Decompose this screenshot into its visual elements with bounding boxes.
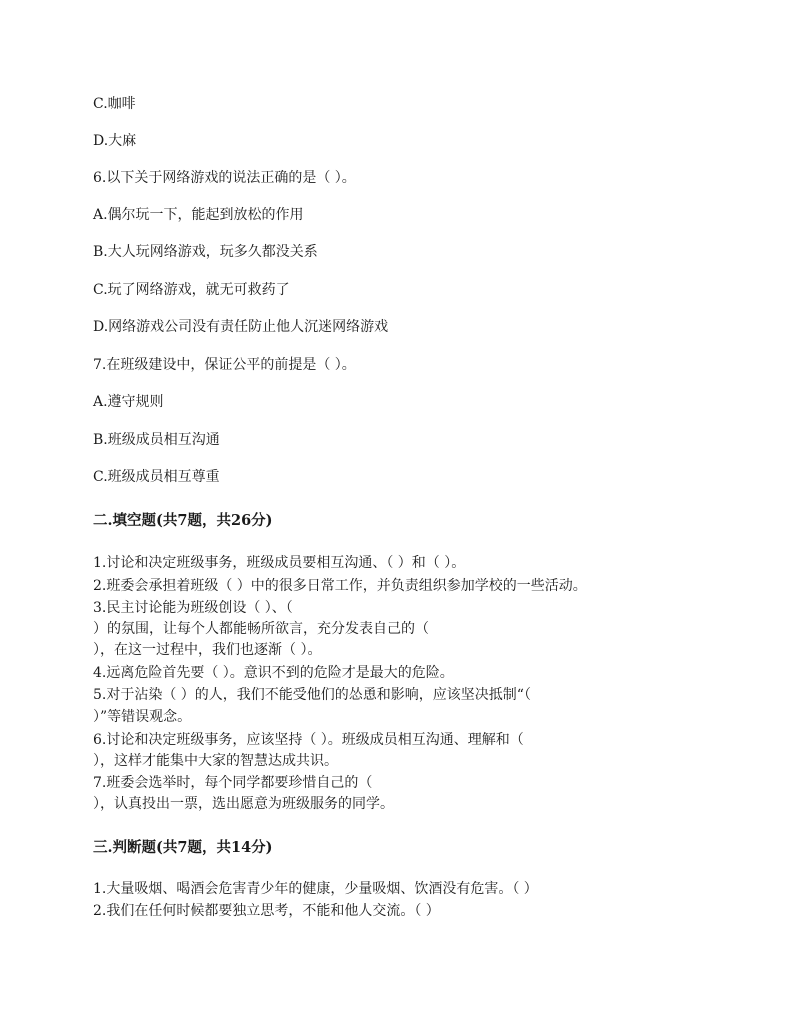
q7-option-c: C.班级成员相互尊重	[93, 469, 220, 485]
q6-option-a: A.偶尔玩一下，能起到放松的作用	[93, 207, 304, 223]
fill-line: 5.对于沾染（ ）的人，我们不能受他们的怂恿和影响，应该坚决抵制“（	[93, 687, 531, 703]
q7-option-b: B.班级成员相互沟通	[93, 432, 220, 448]
q6-stem: 6.以下关于网络游戏的说法正确的是（ ）。	[93, 170, 356, 186]
q6-option-d: D.网络游戏公司没有责任防止他人沉迷网络游戏	[93, 319, 389, 335]
fill-line: ），在这一过程中，我们也逐渐（ ）。	[93, 642, 322, 658]
fill-line: 7.班委会选举时，每个同学都要珍惜自己的（	[93, 775, 373, 791]
fill-line: ）的氛围，让每个人都能畅所欲言，充分发表自己的（	[93, 621, 429, 637]
fill-line: 2.班委会承担着班级（ ）中的很多日常工作，并负责组织参加学校的一些活动。	[93, 578, 587, 594]
section2-heading: 二.填空题(共7题，共26分)	[93, 512, 273, 529]
judge-line: 1.大量吸烟、喝酒会危害青少年的健康，少量吸烟、饮酒没有危害。（ ）	[93, 881, 538, 897]
fill-line: 3.民主讨论能为班级创设（ ）、（	[93, 600, 293, 616]
fill-line: 6.讨论和决定班级事务，应该坚持（ ）。班级成员相互沟通、理解和（	[93, 732, 524, 748]
q7-option-a: A.遵守规则	[93, 394, 164, 410]
section3-heading: 三.判断题(共7题，共14分)	[93, 839, 273, 856]
fill-line: 4.远离危险首先要（ ）。意识不到的危险才是最大的危险。	[93, 665, 454, 681]
q7-stem: 7.在班级建设中，保证公平的前提是（ ）。	[93, 357, 356, 373]
q6-option-c: C.玩了网络游戏，就无可救药了	[93, 282, 290, 298]
q6-option-b: B.大人玩网络游戏，玩多久都没关系	[93, 244, 318, 260]
fill-line: ），认真投出一票，选出愿意为班级服务的同学。	[93, 796, 394, 812]
q5-option-d: D.大麻	[93, 133, 137, 149]
fill-line: ）”等错误观念。	[93, 709, 192, 725]
judge-line: 2.我们在任何时候都要独立思考，不能和他人交流。（ ）	[93, 903, 440, 919]
q5-option-c: C.咖啡	[93, 96, 136, 112]
fill-line: ），这样才能集中大家的智慧达成共识。	[93, 753, 338, 769]
fill-line: 1.讨论和决定班级事务，班级成员要相互沟通、（ ）和（ ）。	[93, 555, 466, 571]
